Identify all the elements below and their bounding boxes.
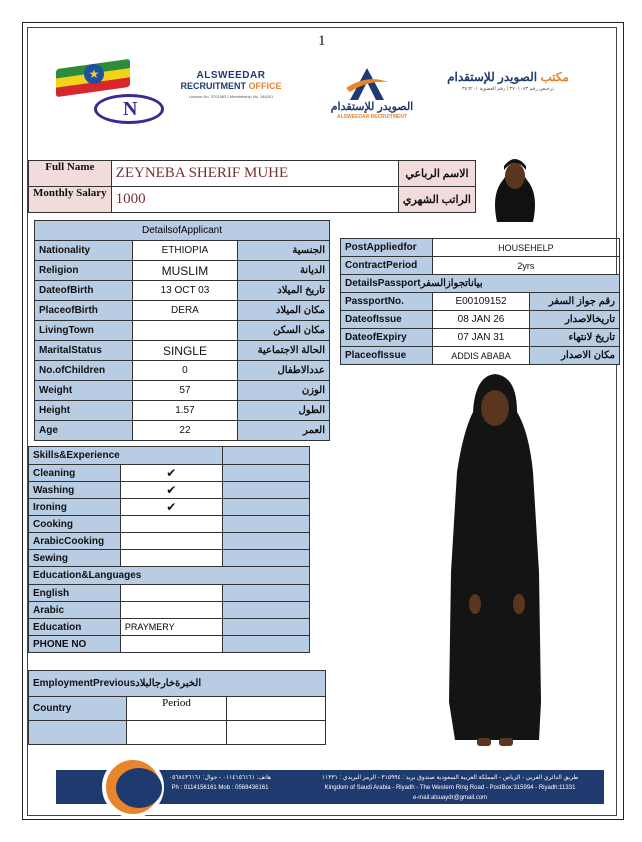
full-name-label: Full Name [29, 161, 112, 187]
monthly-salary-label: Monthly Salary [29, 187, 112, 213]
full-name-arabic-label: الاسم الرباعي [398, 161, 475, 187]
employment-title: EmploymentPreviousالخبرةخارجالبلاد [29, 671, 326, 697]
company-tagline-en: RECRUITMENT OFFICE [180, 81, 282, 91]
applicant-full-body-photo [437, 372, 551, 762]
applicant-portrait-photo [477, 154, 553, 222]
passport-title: DetailsPassportبياناتجوازالسفر [341, 275, 620, 293]
table-row: Ironing ✔ [29, 499, 310, 516]
alsweedar-a-logo-icon [346, 64, 388, 102]
table-row: DateofExpiry 07 JAN 31 تاريخ لانتهاء [341, 329, 620, 347]
table-row: Country Period [29, 697, 326, 721]
company-name-en: ALSWEEDAR [196, 70, 266, 81]
office-arabic-title: مكتب الصويدر للإستقدام [447, 70, 569, 84]
table-row: Nationality ETHIOPIA الجنسية [35, 241, 330, 261]
education-title: Education&Languages [29, 567, 310, 585]
alsweedar-english-logo [168, 70, 294, 99]
footer-phone: هاتف: ٠١١٤١٥٦١٦١ - جوال: ٠٥٦٨٤٣٦١٦١ Ph : 0114156161 Mob : 0568436161 [168, 775, 272, 791]
monthly-salary-value: 1000 [111, 187, 398, 213]
license-text: License No. 3701083 | Membership No. 346201 [188, 94, 274, 99]
table-row: Sewing [29, 550, 310, 567]
table-row: PlaceofBirth DERA مكان الميلاد [35, 301, 330, 321]
monthly-salary-arabic-label: الراتب الشهري [398, 187, 475, 213]
table-row: DateofIssue 08 JAN 26 تاريخالاصدار [341, 311, 620, 329]
post-passport-table [340, 238, 620, 365]
full-name-value: ZEYNEBA SHERIF MUHE [111, 161, 398, 187]
table-row: PostAppliedfor HOUSEHELP [341, 239, 620, 257]
skills-title: Skills&Experience [29, 447, 223, 465]
table-row [29, 721, 326, 745]
table-row: ArabicCooking [29, 533, 310, 550]
star-emblem-icon: ★ [84, 64, 104, 84]
table-row: PlaceofIssue ADDIS ABABA مكان الاصدار [341, 347, 620, 365]
table-row: Cleaning ✔ [29, 465, 310, 482]
footer-address: طريق الدائري الغربي - الرياض - المملكة العربية السعودية صندوق بريد : ٣١٥٩٩٤ - الرمز البريدي : ١١٣٣١ Kingdom of Saudi Arabia - Riyadh - The Western Ring Road - PostBox:315994 - Riyadh:11331 e-mail:alsuaydr@gmail.com [321, 775, 579, 801]
table-row: Arabic [29, 602, 310, 619]
table-row: PHONE NO [29, 636, 310, 653]
details-title: DetailsofApplicant [35, 221, 330, 241]
table-row: DateofBirth 13 OCT 03 تاريخ الميلاد [35, 281, 330, 301]
table-row: Washing ✔ [29, 482, 310, 499]
name-salary-table [28, 160, 476, 213]
table-row: MaritalStatus SINGLE الحالة الاجتماعية [35, 341, 330, 361]
table-row: English [29, 585, 310, 602]
footer-banner [38, 764, 604, 804]
table-row: Weight 57 الوزن [35, 381, 330, 401]
office-arabic-subtitle: ترخيص رقم ٣٧٠١٠٨٣ | رقم العضوية ٣٤٦٢٠١ [461, 86, 555, 92]
table-row: LivingTown مكان السكن [35, 321, 330, 341]
table-row: Cooking [29, 516, 310, 533]
skills-table [28, 446, 310, 653]
applicant-details-table [34, 220, 330, 441]
table-row: ContractPeriod 2yrs [341, 257, 620, 275]
n-circle-logo: N [94, 94, 164, 124]
page-number: 1 [318, 33, 326, 49]
table-row: Age 22 العمر [35, 421, 330, 441]
table-row: Education PRAYMERY [29, 619, 310, 636]
logo-arabic-text: الصويدر للإستقدام [330, 101, 414, 113]
table-row: PassportNo. E00109152 رقم جواز السفر [341, 293, 620, 311]
table-row: Height 1.57 الطول [35, 401, 330, 421]
table-row: Religion MUSLIM الديانة [35, 261, 330, 281]
logo-english-text: ALSWEEDAR RECRUITMENT [337, 114, 407, 120]
employment-table [28, 670, 326, 745]
table-row: No.ofChildren 0 عددالاطفال [35, 361, 330, 381]
